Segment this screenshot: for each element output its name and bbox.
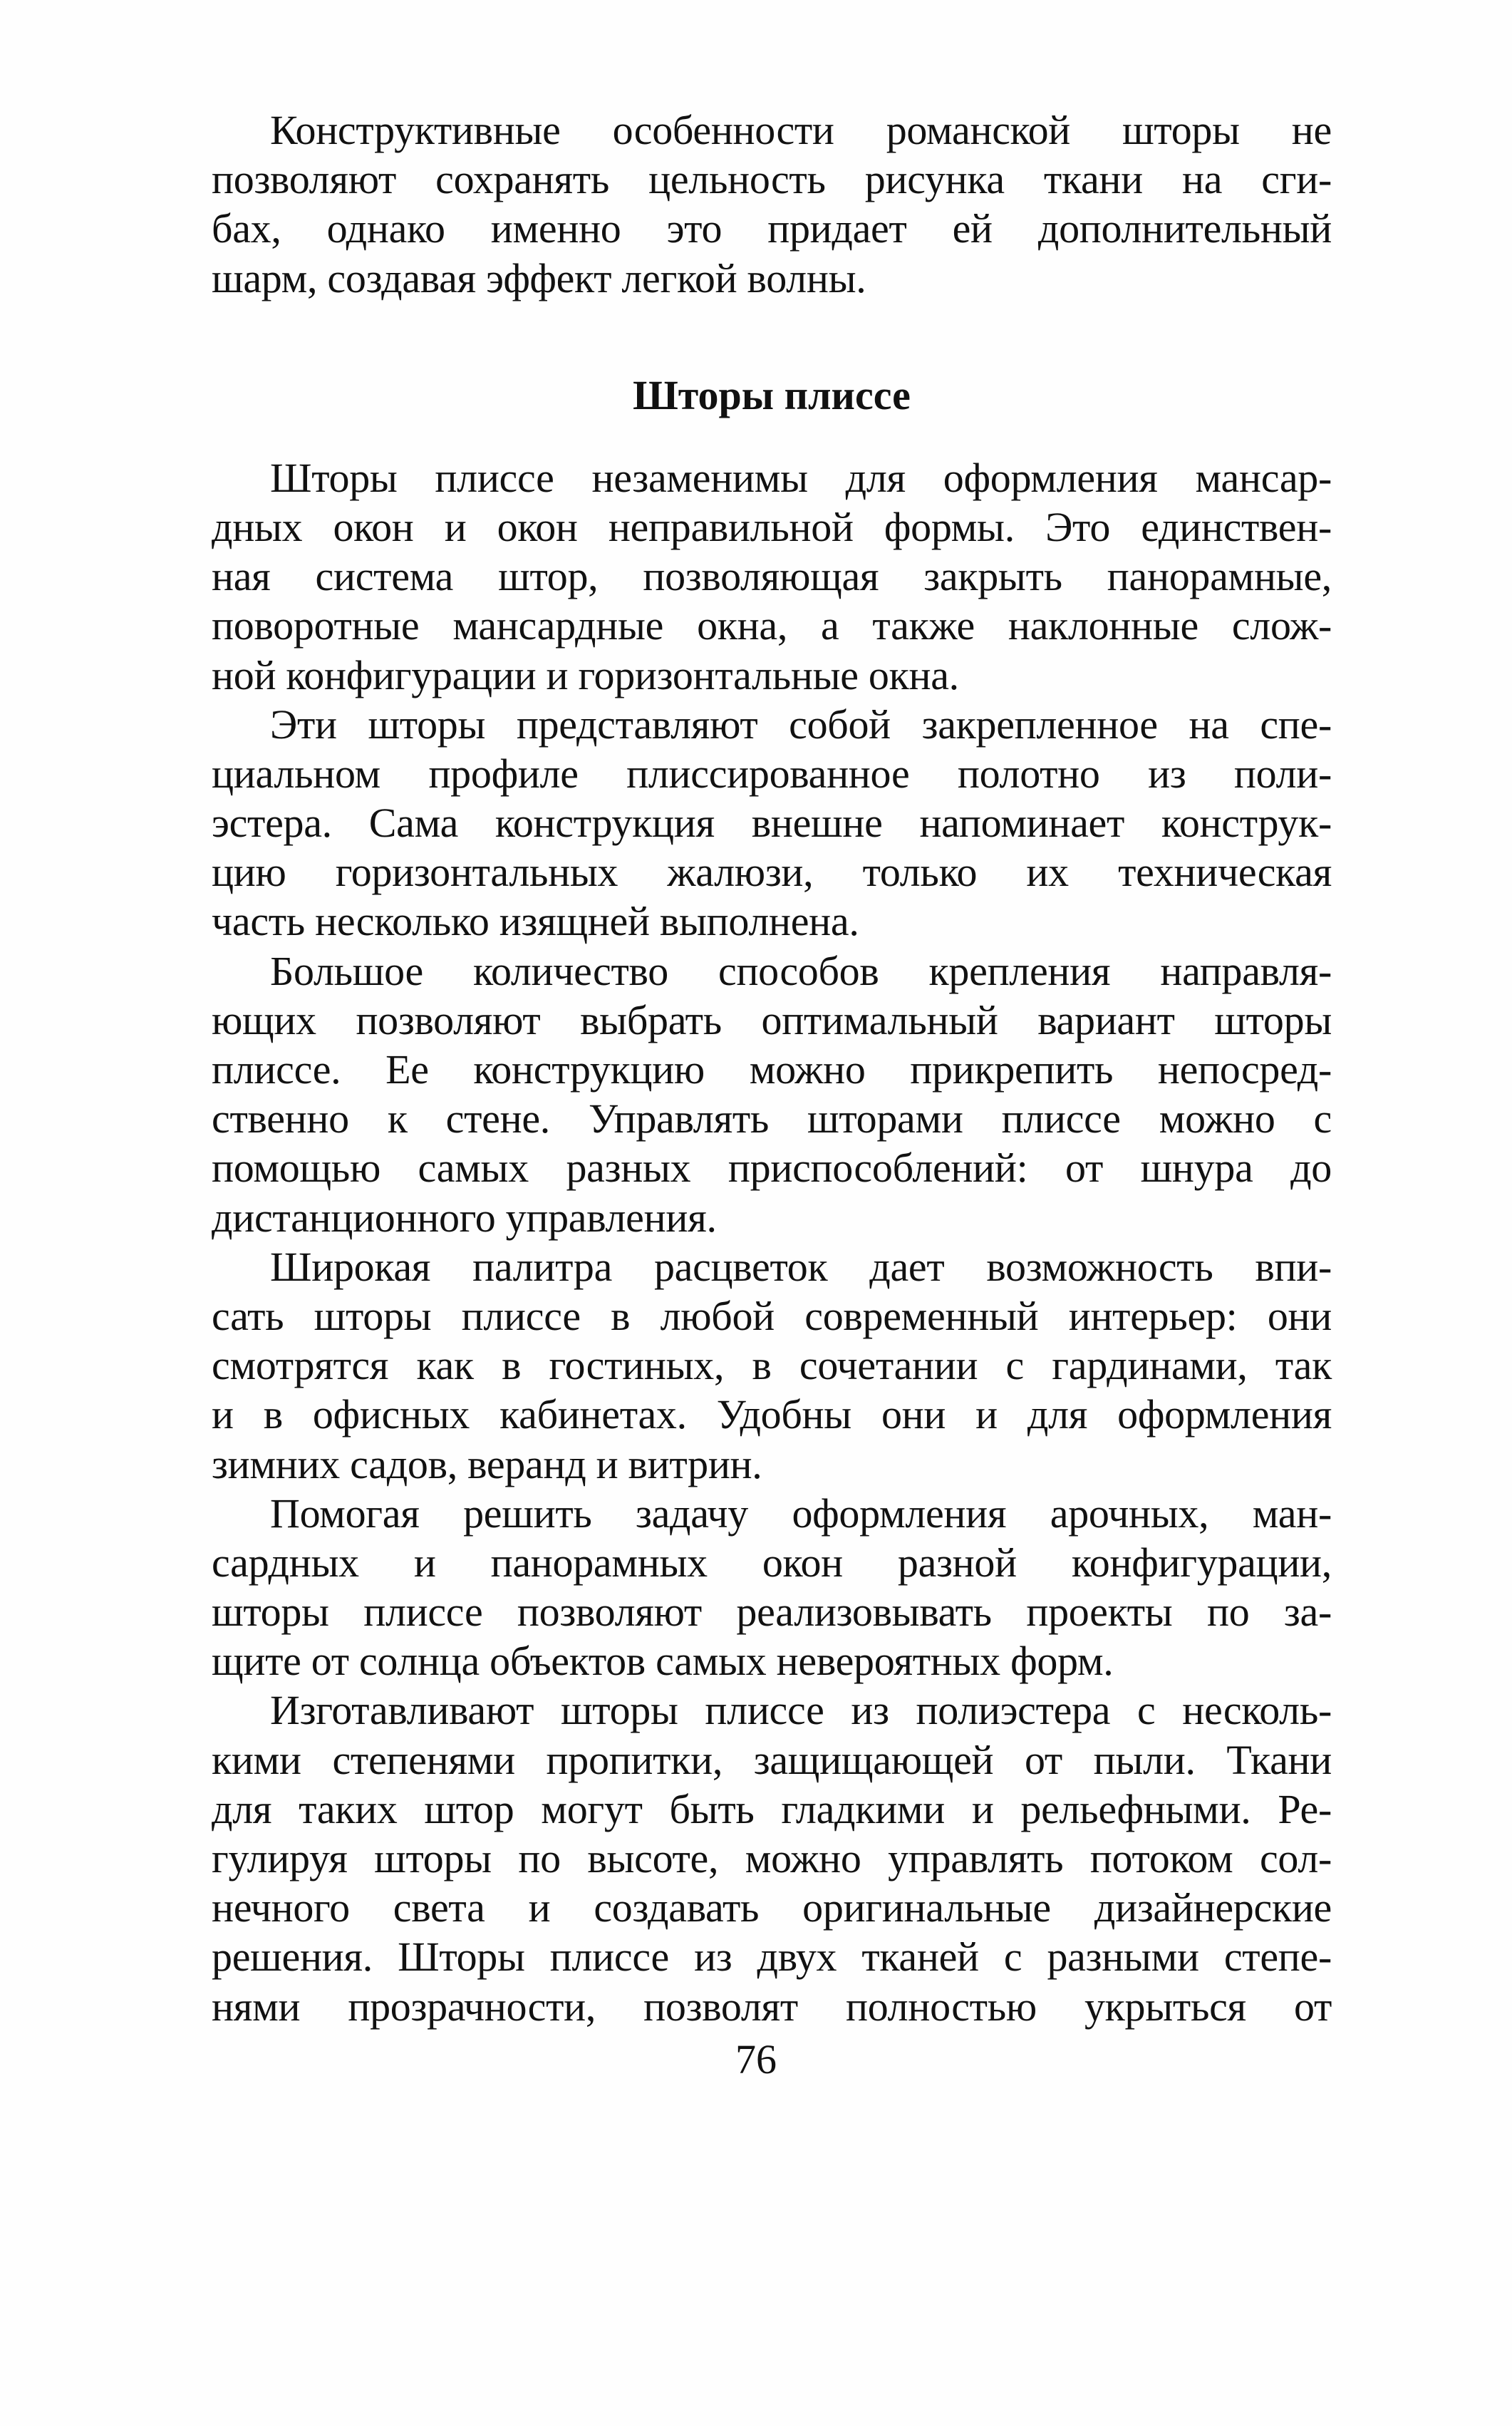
body-paragraph <box>212 1489 1332 1686</box>
text-line: Конструктивные особенности романской шторы не <box>270 107 1332 153</box>
text-line: Шторы плиссе незаменимы для оформления мансар - <box>212 453 1332 502</box>
text-line: помощью самых разных приспособлений: от шнура до <box>212 1145 1332 1192</box>
body-paragraph <box>212 946 1332 1242</box>
text-line: смотрятся как в гостиных, в сочетании с гардинами, так <box>212 1342 1332 1389</box>
section-body <box>212 453 1332 2031</box>
text-line: ная система штор, позволяющая закрыть панорамные, <box>212 553 1332 600</box>
text-line: и в офисных кабинетах. Удобны они и для оформления <box>212 1391 1332 1438</box>
text-line: часть несколько изящней выполнена. <box>212 898 859 945</box>
text-line: сать шторы плиссе в любой современный интерьер: они <box>212 1292 1332 1339</box>
body-paragraph <box>212 700 1332 946</box>
text-line: плиссе. Ее конструкцию можно прикрепить непосред - <box>212 1045 1332 1094</box>
text-line: для таких штор могут быть гладкими и рельефными. Ре - <box>212 1785 1332 1834</box>
body-paragraph <box>212 1242 1332 1489</box>
text-column <box>212 105 1332 2031</box>
page-number: 76 <box>735 2036 777 2082</box>
text-line: Большое количество способов крепления направля - <box>212 946 1332 996</box>
text-line: нями прозрачности, позволят полностью укрыться от <box>212 1983 1332 2030</box>
text-line: нечного света и создавать оригинальные дизайнерские <box>212 1884 1332 1931</box>
section-heading: Шторы плиссе <box>633 371 911 418</box>
text-line: Широкая палитра расцветок дает возможность впи - <box>212 1242 1332 1291</box>
text-line: бах, однако именно это придает ей дополнительный <box>212 205 1332 252</box>
text-line: решения. Шторы плиссе из двух тканей с разными степе - <box>212 1932 1332 1981</box>
body-paragraph <box>212 1686 1332 2030</box>
text-line: позволяют сохранять цельность рисунка ткани на сги - <box>212 155 1332 204</box>
text-line: эстера. Сама конструкция внешне напоминает конструк - <box>212 798 1332 847</box>
text-line: гулируя шторы по высоте, можно управлять потоком сол - <box>212 1834 1332 1883</box>
text-line: Изготавливают шторы плиссе из полиэстера с несколь - <box>212 1686 1332 1735</box>
text-line: щите от солнца объектов самых невероятных форм. <box>212 1638 1114 1685</box>
text-line: сардных и панорамных окон разной конфигурации, <box>212 1539 1332 1586</box>
text-line: шторы плиссе позволяют реализовывать проекты по за - <box>212 1587 1332 1636</box>
text-line: Помогая решить задачу оформления арочных, ман - <box>212 1489 1332 1538</box>
text-line: дных окон и окон неправильной формы. Это единствен - <box>212 502 1332 552</box>
body-paragraph <box>212 453 1332 700</box>
text-line: кими степенями пропитки, защищающей от пыли. Ткани <box>212 1736 1332 1783</box>
text-line: Эти шторы представляют собой закрепленное на спе - <box>212 700 1332 749</box>
text-line: поворотные мансардные окна, а также наклонные слож - <box>212 601 1332 650</box>
text-line: зимних садов, веранд и витрин. <box>212 1440 762 1487</box>
intro-paragraph <box>212 105 1332 303</box>
text-line: ющих позволяют выбрать оптимальный вариант шторы <box>212 996 1332 1043</box>
text-line: дистанционного управления. <box>212 1194 717 1241</box>
text-line: шарм, создавая эффект легкой волны. <box>212 254 866 301</box>
text-line: цию горизонтальных жалюзи, только их техническая <box>212 849 1332 896</box>
text-line: ной конфигурации и горизонтальные окна. <box>212 651 959 698</box>
text-line: ственно к стене. Управлять шторами плиссе можно с <box>212 1095 1332 1142</box>
text-line: циальном профиле плиссированное полотно из поли - <box>212 749 1332 798</box>
